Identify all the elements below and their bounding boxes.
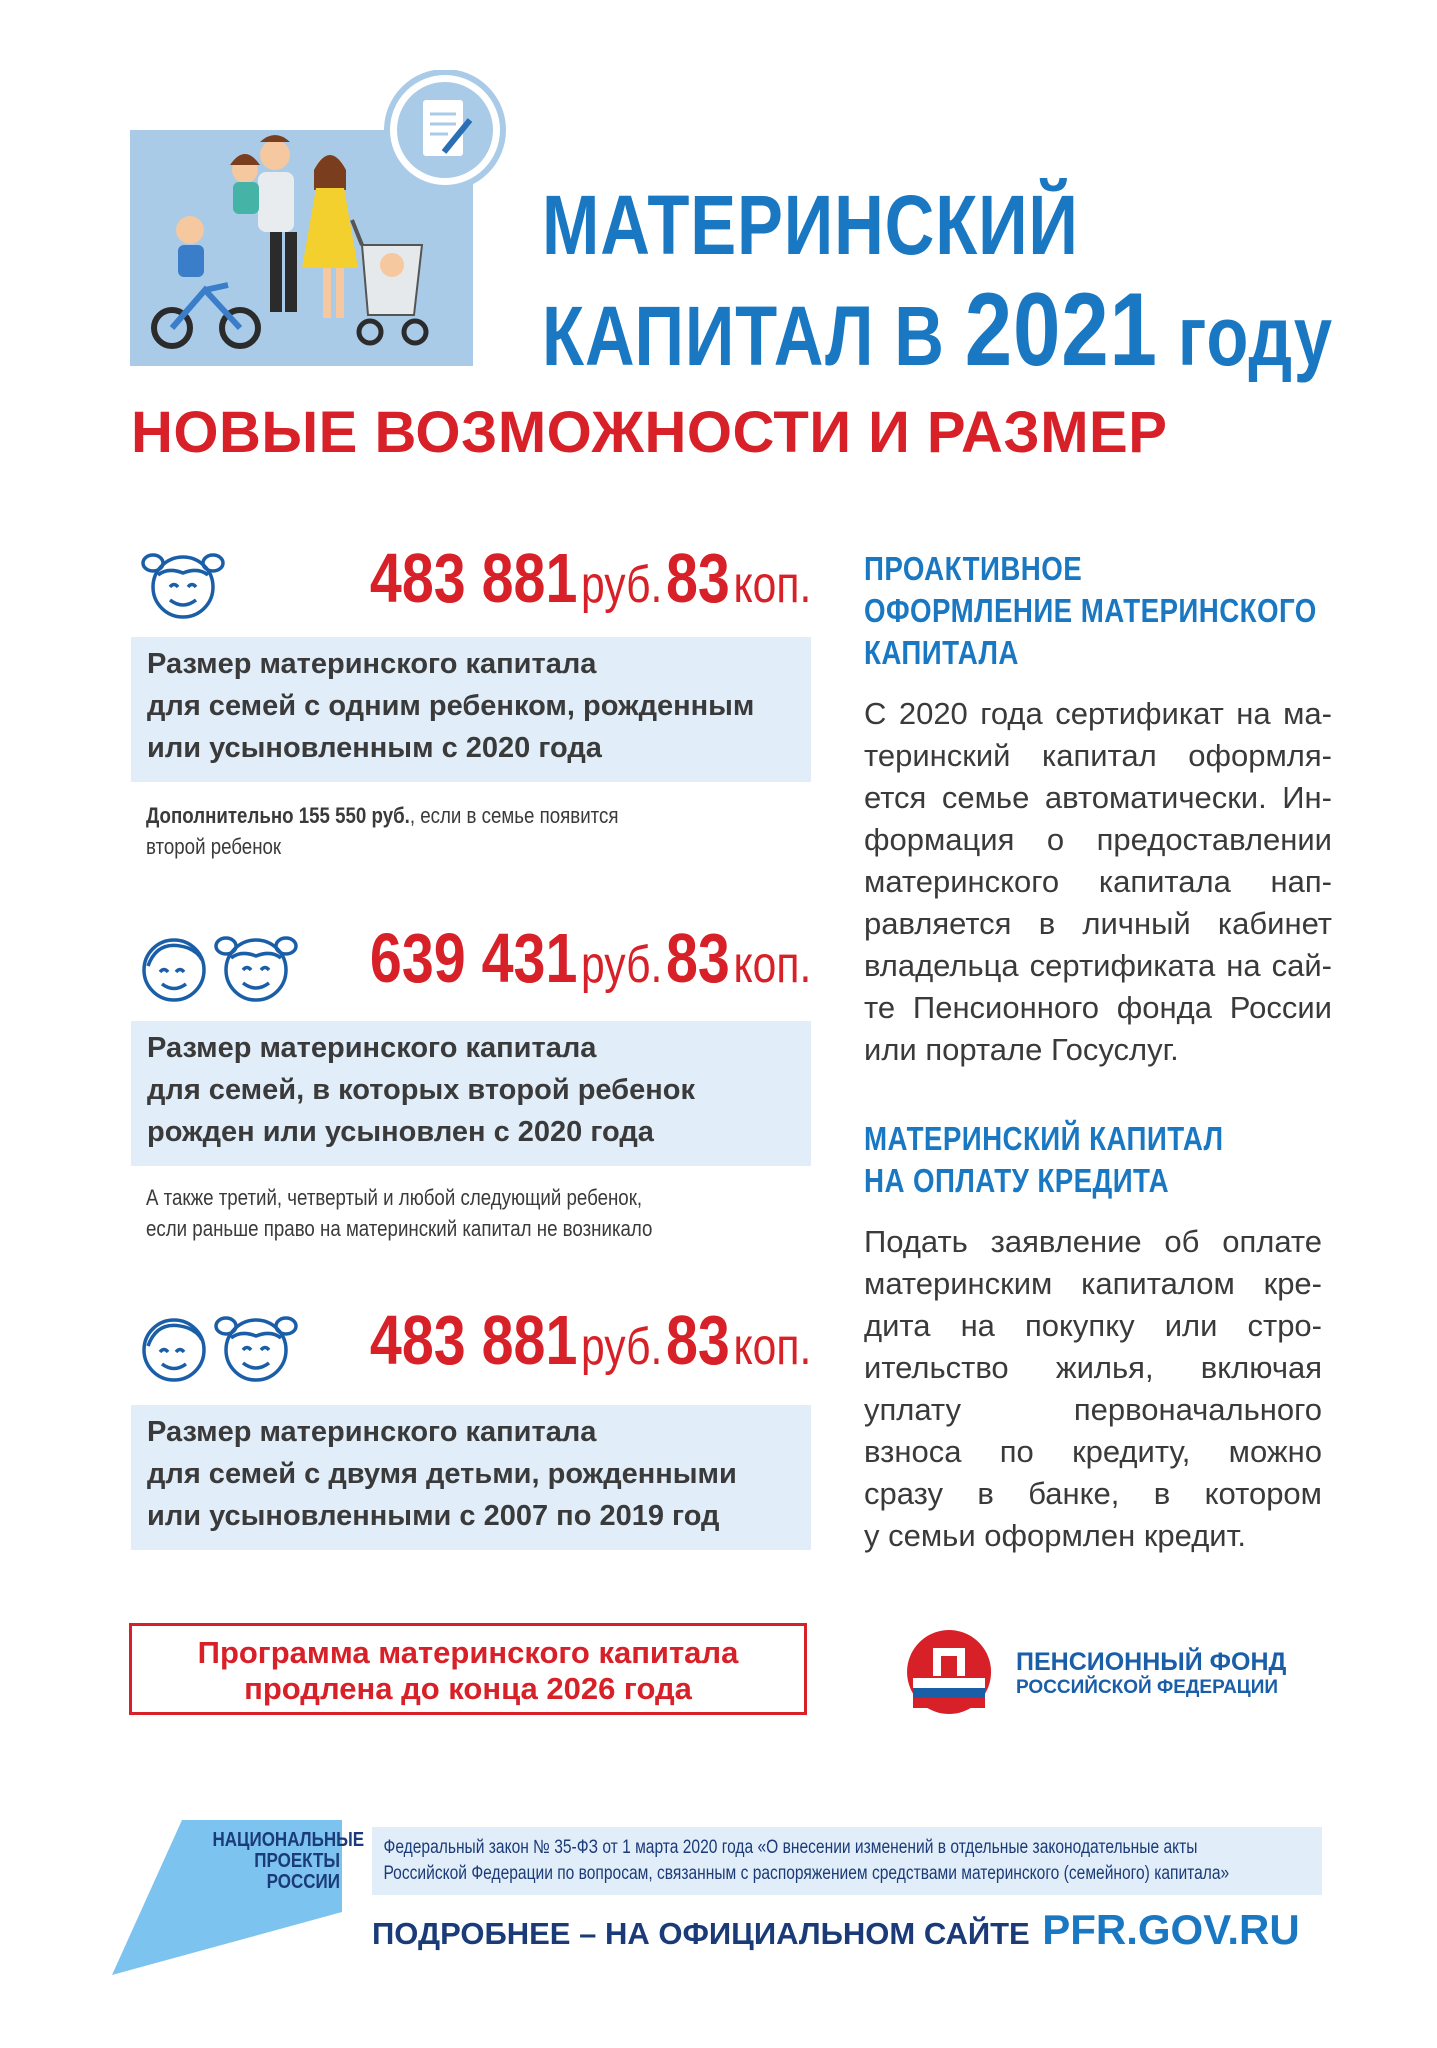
- website-link[interactable]: PFR.GOV.RU: [1042, 1906, 1300, 1953]
- description-box-second-child: Размер материнского капитала для семей, в которых второй ребенок рожден или усыновлен с 2020 года: [131, 1021, 811, 1166]
- title-suffix: году: [1177, 289, 1333, 383]
- pfr-name: ПЕНСИОННЫЙ ФОНД РОССИЙСКОЙ ФЕДЕРАЦИИ: [1016, 1648, 1287, 1698]
- title-year: 2021: [964, 272, 1158, 388]
- amount-one-child: 483 881 руб. 83 коп.: [369, 539, 811, 617]
- more-info-line: ПОДРОБНЕЕ – НА ОФИЦИАЛЬНОМ САЙТЕ PFR.GOV.RU: [372, 1906, 1300, 1953]
- amount-two-children-2007: 483 881 руб. 83 коп.: [369, 1301, 811, 1379]
- page-subtitle: НОВЫЕ ВОЗМОЖНОСТИ И РАЗМЕР: [131, 400, 1168, 465]
- section-title-proactive: ПРОАКТИВНОЕ ОФОРМЛЕНИЕ МАТЕРИНСКОГО КАПИТАЛА: [864, 550, 1317, 671]
- description-box-one-child: Размер материнского капитала для семей с одним ребенком, рожденным или усыновленным с 2020 года: [131, 637, 811, 782]
- pfr-logo-icon: [903, 1626, 995, 1718]
- child-face-icon: [138, 545, 228, 623]
- program-extended-box: Программа материнского капитала продлена до конца 2026 года: [129, 1623, 807, 1715]
- note-second-child: А также третий, четвертый и любой следующий ребенок, если раньше право на материнский капитал не возникало: [146, 1185, 653, 1241]
- page-title-line2: [542, 272, 1333, 388]
- amount-second-child: 639 431 руб. 83 коп.: [369, 919, 811, 997]
- family-illustration-figures: [130, 70, 530, 370]
- page-title-line1: МАТЕРИНСКИЙ: [542, 178, 1079, 272]
- section-text-credit: Подать заявление об оплате материнским капиталом кре- дита на покупку или стро- ительство жилья, включая уплату первоначального взноса по кредиту, можно сразу в банке, в котором у семьи оформлен кредит.: [864, 1224, 1322, 1553]
- description-box-two-children: Размер материнского капитала для семей с двумя детьми, рожденными или усыновленными с 2007 по 2019 год: [131, 1405, 811, 1550]
- two-children-faces-icon: [138, 928, 298, 1006]
- note-one-child: Дополнительно 155 550 руб., если в семье появится второй ребенок: [146, 803, 619, 859]
- law-reference-box: Федеральный закон № 35-ФЗ от 1 марта 2020 года «О внесении изменений в отдельные законодательные акты Российской Федерации по вопросам, связанным с распоряжением средствами материнского (семейного) капитала»: [372, 1827, 1322, 1895]
- national-projects-label: НАЦИОНАЛЬНЫЕ ПРОЕКТЫ РОССИИ: [212, 1829, 365, 1893]
- two-children-faces-icon-2: [138, 1308, 298, 1386]
- title-prefix: КАПИТАЛ В: [542, 289, 945, 383]
- section-text-proactive: С 2020 года сертификат на ма- теринский капитал оформля- ется семье автоматически. Ин- формация о предоставлении материнского капитала нап- равляется в личный кабинет владельца сертификата на сай- те Пенсионного фонда России или портале Госуслуг.: [864, 696, 1332, 1067]
- section-title-credit: МАТЕРИНСКИЙ КАПИТАЛ НА ОПЛАТУ КРЕДИТА: [864, 1120, 1224, 1199]
